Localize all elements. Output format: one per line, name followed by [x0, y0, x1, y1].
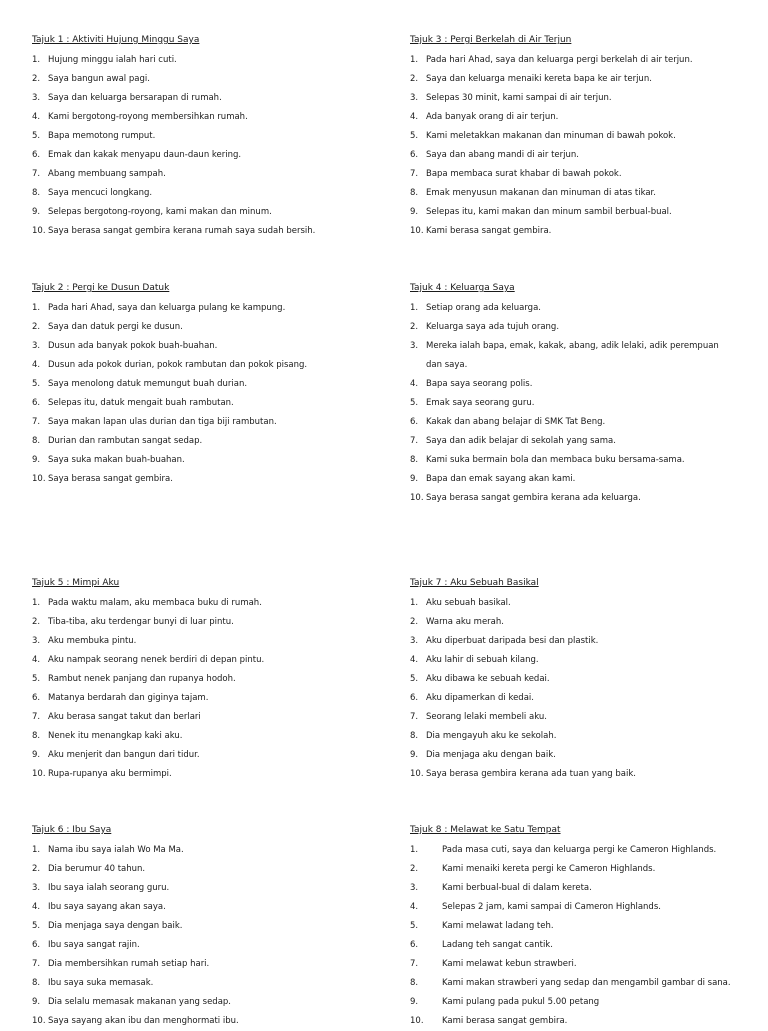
list-item: 3. Selepas 30 minit, kami sampai di air terjun.: [410, 93, 612, 103]
list-item: 2. Keluarga saya ada tujuh orang.: [410, 322, 560, 332]
list-item: 5. Kami meletakkan makanan dan minuman di bawah pokok.: [410, 131, 676, 141]
list-item: 10. Saya berasa sangat gembira kerana rumah saya sudah bersih.: [32, 226, 316, 236]
list-item: 4. Dusun ada pokok durian, pokok rambutan dan pokok pisang.: [32, 360, 308, 370]
list-item: 5. Bapa memotong rumput.: [32, 131, 156, 141]
list-item: 3. Mereka ialah bapa, emak, kakak, abang, adik lelaki, adik perempuan dan saya.: [410, 341, 719, 370]
list-item: 1. Pada waktu malam, aku membaca buku di rumah.: [32, 598, 262, 608]
list-item: 2. Saya dan keluarga menaiki kereta bapa ke air terjun.: [410, 74, 652, 84]
list-item: 1. Aku sebuah basikal.: [410, 598, 511, 608]
list-item: 4. Aku nampak seorang nenek berdiri di depan pintu.: [32, 655, 265, 665]
list-item: 10. Saya berasa sangat gembira.: [32, 474, 173, 484]
list-item: 6. Ibu saya sangat rajin.: [32, 940, 140, 950]
list-item: 2. Warna aku merah.: [410, 617, 504, 627]
list-item: 3. Aku membuka pintu.: [32, 636, 137, 646]
list-item: 7. Abang membuang sampah.: [32, 169, 166, 179]
list-item: 7. Kami melawat kebun strawberi.: [410, 959, 577, 969]
list-item: 8. Nenek itu menangkap kaki aku.: [32, 731, 183, 741]
list-item: 3. Saya dan keluarga bersarapan di rumah.: [32, 93, 222, 103]
list-item: 5. Dia menjaga saya dengan baik.: [32, 921, 183, 931]
list-item: 1. Pada hari Ahad, saya dan keluarga pulang ke kampung.: [32, 303, 286, 313]
section-tajuk-1: [32, 34, 372, 241]
list-item: 4. Ibu saya sayang akan saya.: [32, 902, 166, 912]
list-item: 10. Saya berasa gembira kerana ada tuan yang baik.: [410, 769, 636, 779]
list-item: 8. Saya mencuci longkang.: [32, 188, 153, 198]
section-title: Tajuk 7 : Aku Sebuah Basikal: [410, 578, 539, 588]
list-item: 8. Ibu saya suka memasak.: [32, 978, 154, 988]
list-item: 8. Durian dan rambutan sangat sedap.: [32, 436, 203, 446]
list-item: 10. Kami berasa sangat gembira.: [410, 226, 552, 236]
list-item: 2. Saya bangun awal pagi.: [32, 74, 150, 84]
section-title: Tajuk 8 : Melawat ke Satu Tempat: [410, 825, 561, 835]
section-tajuk-3: [410, 34, 750, 241]
section-tajuk-2: [32, 282, 372, 489]
list-item: 5. Emak saya seorang guru.: [410, 398, 535, 408]
sentence-list: [410, 594, 750, 784]
list-item: 6. Saya dan abang mandi di air terjun.: [410, 150, 579, 160]
list-item: 9. Kami pulang pada pukul 5.00 petang: [410, 997, 600, 1007]
list-item: 6. Matanya berdarah dan giginya tajam.: [32, 693, 209, 703]
section-title: Tajuk 5 : Mimpi Aku: [32, 578, 120, 588]
list-item: 10. Rupa-rupanya aku bermimpi.: [32, 769, 172, 779]
section-tajuk-5: [32, 577, 372, 784]
list-item: 8. Emak menyusun makanan dan minuman di atas tikar.: [410, 188, 656, 198]
list-item: 8. Dia mengayuh aku ke sekolah.: [410, 731, 557, 741]
list-item: 3. Ibu saya ialah seorang guru.: [32, 883, 170, 893]
list-item: 3. Aku diperbuat daripada besi dan plastik.: [410, 636, 599, 646]
list-item: 9. Bapa dan emak sayang akan kami.: [410, 474, 576, 484]
list-item: 9. Dia menjaga aku dengan baik.: [410, 750, 556, 760]
list-item: 1. Setiap orang ada keluarga.: [410, 303, 541, 313]
list-item: 6. Aku dipamerkan di kedai.: [410, 693, 534, 703]
list-item: 9. Aku menjerit dan bangun dari tidur.: [32, 750, 200, 760]
sentence-list: [32, 299, 372, 489]
list-item: 10. Kami berasa sangat gembira.: [410, 1016, 568, 1026]
list-item: 2. Kami menaiki kereta pergi ke Cameron Highlands.: [410, 864, 656, 874]
list-item: 9. Selepas bergotong-royong, kami makan dan minum.: [32, 207, 272, 217]
section-tajuk-8: [410, 824, 750, 1031]
list-item: 9. Dia selalu memasak makanan yang sedap.: [32, 997, 231, 1007]
list-item: 6. Ladang teh sangat cantik.: [410, 940, 553, 950]
list-item: 5. Saya menolong datuk memungut buah durian.: [32, 379, 248, 389]
list-item: 8. Kami makan strawberi yang sedap dan mengambil gambar di sana.: [410, 978, 731, 988]
list-item: 4. Ada banyak orang di air terjun.: [410, 112, 559, 122]
list-item: 1. Hujung minggu ialah hari cuti.: [32, 55, 177, 65]
sentence-list: [32, 51, 372, 241]
list-item: 10. Saya sayang akan ibu dan menghormati ibu.: [32, 1016, 239, 1026]
list-item: 6. Kakak dan abang belajar di SMK Tat Beng.: [410, 417, 606, 427]
list-item: 4. Bapa saya seorang polis.: [410, 379, 533, 389]
sentence-list: [410, 841, 750, 1031]
list-item: 4. Selepas 2 jam, kami sampai di Cameron Highlands.: [410, 902, 661, 912]
section-title: Tajuk 3 : Pergi Berkelah di Air Terjun: [410, 35, 572, 45]
list-item: 5. Aku dibawa ke sebuah kedai.: [410, 674, 550, 684]
section-title: Tajuk 4 : Keluarga Saya: [410, 283, 515, 293]
list-item: 1. Pada hari Ahad, saya dan keluarga pergi berkelah di air terjun.: [410, 55, 693, 65]
section-title: Tajuk 2 : Pergi ke Dusun Datuk: [32, 283, 170, 293]
list-item: 3. Dusun ada banyak pokok buah-buahan.: [32, 341, 218, 351]
list-item: 7. Saya makan lapan ulas durian dan tiga biji rambutan.: [32, 417, 277, 427]
sentence-list: [410, 51, 750, 241]
list-item: 7. Dia membersihkan rumah setiap hari.: [32, 959, 210, 969]
list-item: 3. Kami berbual-bual di dalam kereta.: [410, 883, 592, 893]
section-tajuk-6: [32, 824, 372, 1031]
sentence-list: [32, 594, 372, 784]
list-item: 6. Selepas itu, datuk mengait buah rambutan.: [32, 398, 234, 408]
list-item: 4. Kami bergotong-royong membersihkan rumah.: [32, 112, 248, 122]
list-item: 7. Bapa membaca surat khabar di bawah pokok.: [410, 169, 622, 179]
list-item: 2. Tiba-tiba, aku terdengar bunyi di luar pintu.: [32, 617, 234, 627]
list-item: 8. Kami suka bermain bola dan membaca buku bersama-sama.: [410, 455, 685, 465]
section-tajuk-4: [410, 282, 730, 508]
list-item: 6. Emak dan kakak menyapu daun-daun kering.: [32, 150, 242, 160]
section-title: Tajuk 1 : Aktiviti Hujung Minggu Saya: [32, 35, 200, 45]
list-item: 1. Pada masa cuti, saya dan keluarga pergi ke Cameron Highlands.: [410, 845, 717, 855]
section-tajuk-7: [410, 577, 750, 784]
list-item: 7. Seorang lelaki membeli aku.: [410, 712, 547, 722]
list-item: 9. Selepas itu, kami makan dan minum sambil berbual-bual.: [410, 207, 672, 217]
list-item: 9. Saya suka makan buah-buahan.: [32, 455, 185, 465]
list-item: 5. Rambut nenek panjang dan rupanya hodoh.: [32, 674, 236, 684]
list-item: 5. Kami melawat ladang teh.: [410, 921, 554, 931]
list-item: 1. Nama ibu saya ialah Wo Ma Ma.: [32, 845, 184, 855]
list-item: 2. Saya dan datuk pergi ke dusun.: [32, 322, 183, 332]
list-item: 7. Aku berasa sangat takut dan berlari: [32, 712, 201, 722]
section-title: Tajuk 6 : Ibu Saya: [32, 825, 112, 835]
list-item: 4. Aku lahir di sebuah kilang.: [410, 655, 539, 665]
sentence-list: [410, 299, 730, 508]
list-item: 7. Saya dan adik belajar di sekolah yang sama.: [410, 436, 616, 446]
list-item: 10. Saya berasa sangat gembira kerana ada keluarga.: [410, 493, 641, 503]
list-item: 2. Dia berumur 40 tahun.: [32, 864, 146, 874]
sentence-list: [32, 841, 372, 1031]
